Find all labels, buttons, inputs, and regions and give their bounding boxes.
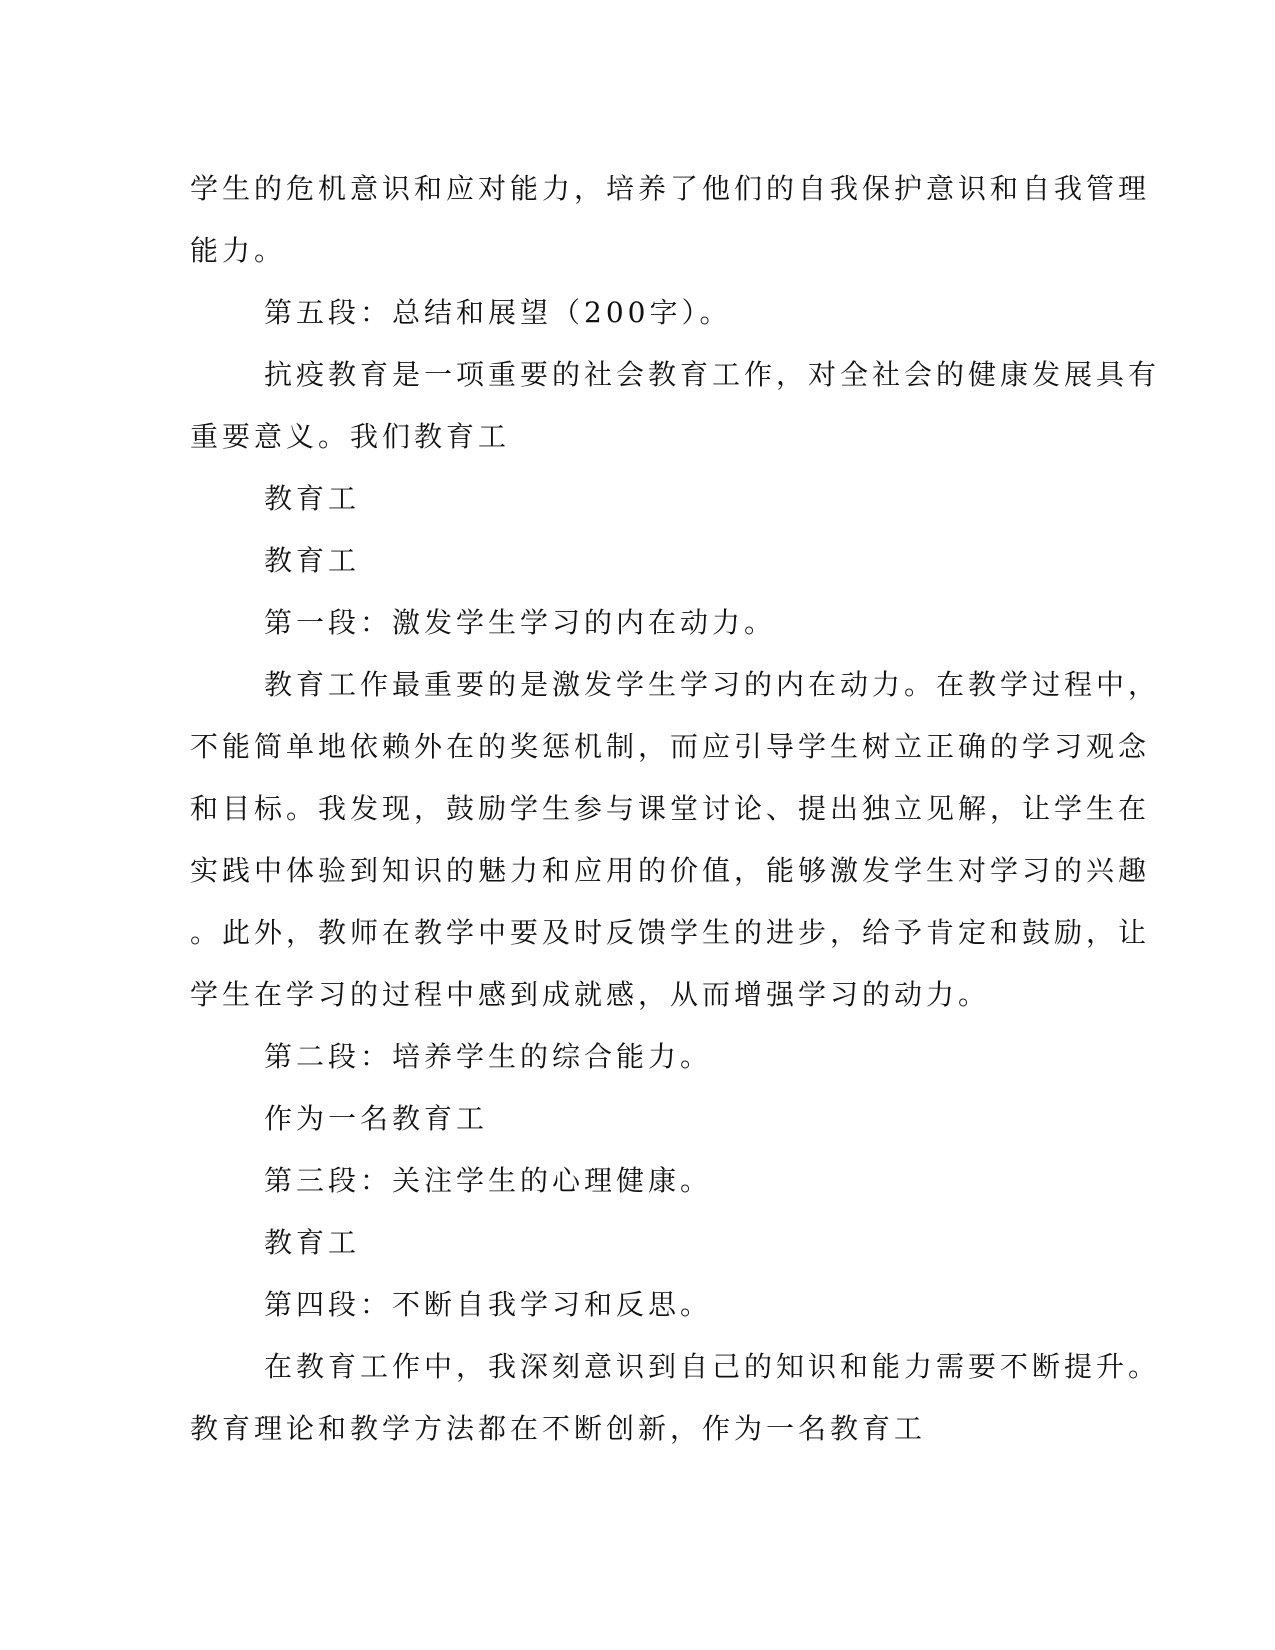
text-line: 教育工 <box>264 544 361 577</box>
section-heading: 第一段：激发学生学习的内在动力。 <box>264 606 777 639</box>
text-line: 在教育工作中，我深刻意识到自己的知识和能力需要不断提升。 <box>264 1350 1161 1383</box>
section-heading: 第四段：不断自我学习和反思。 <box>264 1288 713 1321</box>
text-line: 学生的危机意识和应对能力，培养了他们的自我保护意识和自我管理 <box>190 172 1151 205</box>
text-line: 。此外，教师在教学中要及时反馈学生的进步，给予肯定和鼓励，让 <box>190 916 1151 949</box>
section-heading: 第二段：培养学生的综合能力。 <box>264 1040 713 1073</box>
section-heading: 第三段：关注学生的心理健康。 <box>264 1164 713 1197</box>
text-line: 抗疫教育是一项重要的社会教育工作，对全社会的健康发展具有 <box>264 358 1161 391</box>
text-line: 能力。 <box>190 234 287 267</box>
text-line: 学生在学习的过程中感到成就感，从而增强学习的动力。 <box>190 978 991 1011</box>
section-heading: 第五段：总结和展望（200字）。 <box>264 296 732 329</box>
text-line: 实践中体验到知识的魅力和应用的价值，能够激发学生对学习的兴趣 <box>190 854 1151 887</box>
text-line: 教育工 <box>264 1226 361 1259</box>
text-line: 教育工作最重要的是激发学生学习的内在动力。在教学过程中， <box>264 668 1161 701</box>
text-line: 作为一名教育工 <box>264 1102 489 1135</box>
text-line: 重要意义。我们教育工 <box>190 420 511 453</box>
text-line: 不能简单地依赖外在的奖惩机制，而应引导学生树立正确的学习观念 <box>190 730 1151 763</box>
text-line: 和目标。我发现，鼓励学生参与课堂讨论、提出独立见解，让学生在 <box>190 792 1151 825</box>
text-line: 教育理论和教学方法都在不断创新，作为一名教育工 <box>190 1412 927 1445</box>
text-line: 教育工 <box>264 482 361 515</box>
document-body <box>190 158 1161 1460</box>
